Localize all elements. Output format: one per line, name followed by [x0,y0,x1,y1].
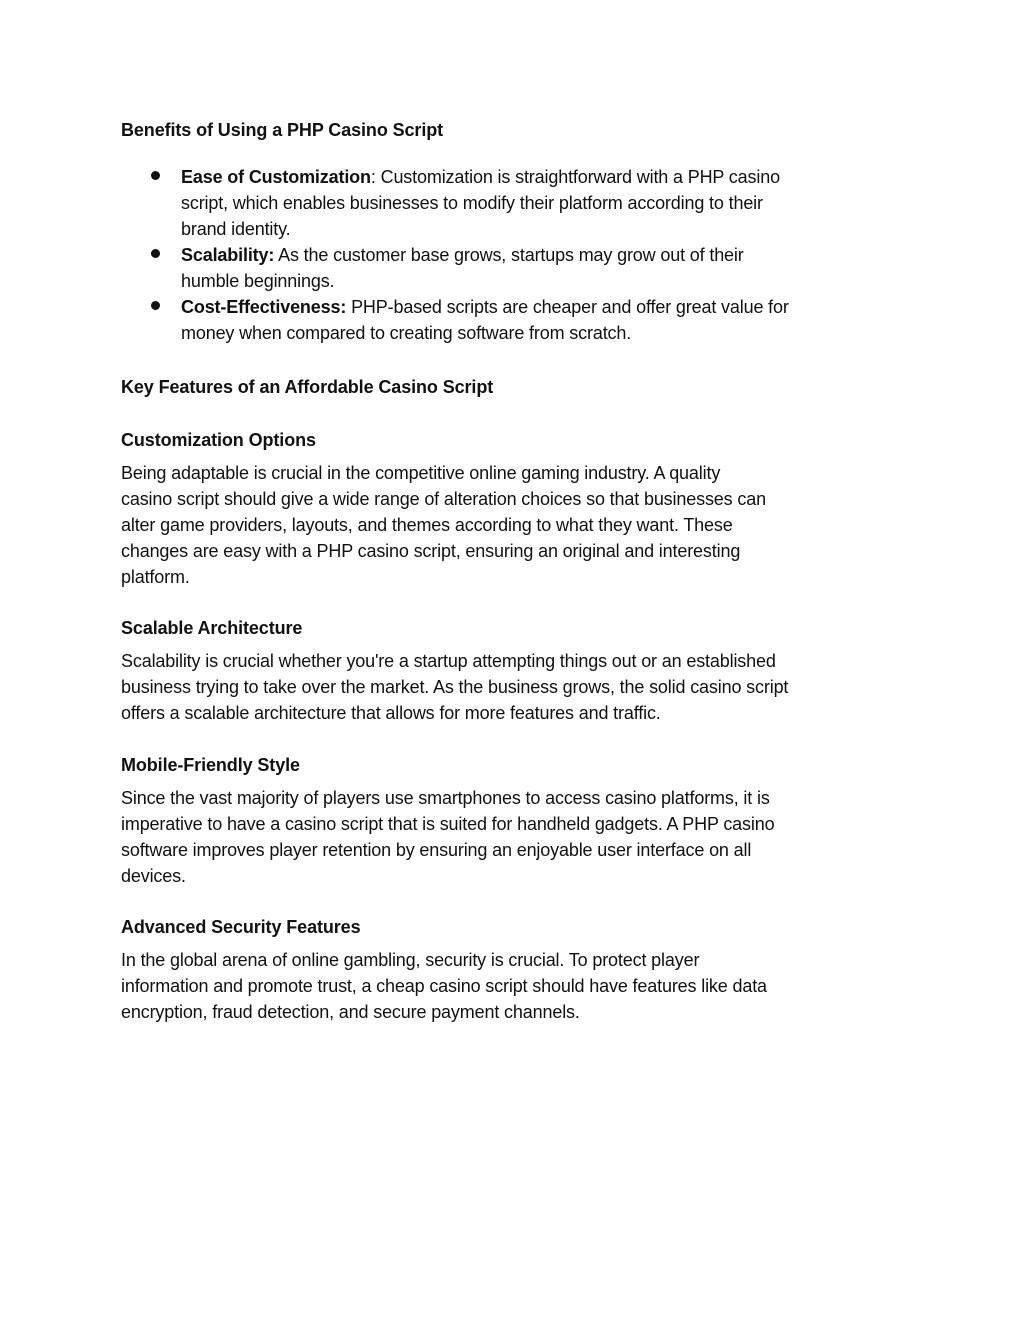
section-paragraph: Being adaptable is crucial in the competitive online gaming industry. A quality casino script should give a wide range of alteration choices so that businesses can alter game providers, layouts, and themes according to what they want. These changes are easy with a PHP casino script, ensuring an original and interesting platform. [121,463,766,587]
section-title: Mobile-Friendly Style [121,755,300,775]
term: Cost-Effectiveness: [181,297,347,317]
bullet-icon [151,249,160,258]
section-paragraph: Since the vast majority of players use smartphones to access casino platforms, it is imperative to have a casino script that is suited for handheld gadgets. A PHP casino software improves player retention by ensuring an enjoyable user interface on all devices. [121,788,775,886]
section-title: Advanced Security Features [121,917,361,937]
section-paragraph: In the global arena of online gambling, security is crucial. To protect player information and promote trust, a cheap casino script should have features like data encryption, fraud detection, and secure payment channels. [121,950,767,1022]
section-title: Scalable Architecture [121,618,303,638]
bullet-icon [151,171,160,180]
heading-key-features: Key Features of an Affordable Casino Script [121,377,494,397]
section-paragraph: Scalability is crucial whether you're a startup attempting things out or an established business trying to take over the market. As the business grows, the solid casino script offers a scalable architecture that allows for more features and traffic. [121,651,789,723]
heading-benefits: Benefits of Using a PHP Casino Script [121,120,444,140]
section-title: Customization Options [121,430,316,450]
term: Scalability: [181,245,275,265]
term: Ease of Customization [181,167,371,187]
bullet-icon [151,301,160,310]
